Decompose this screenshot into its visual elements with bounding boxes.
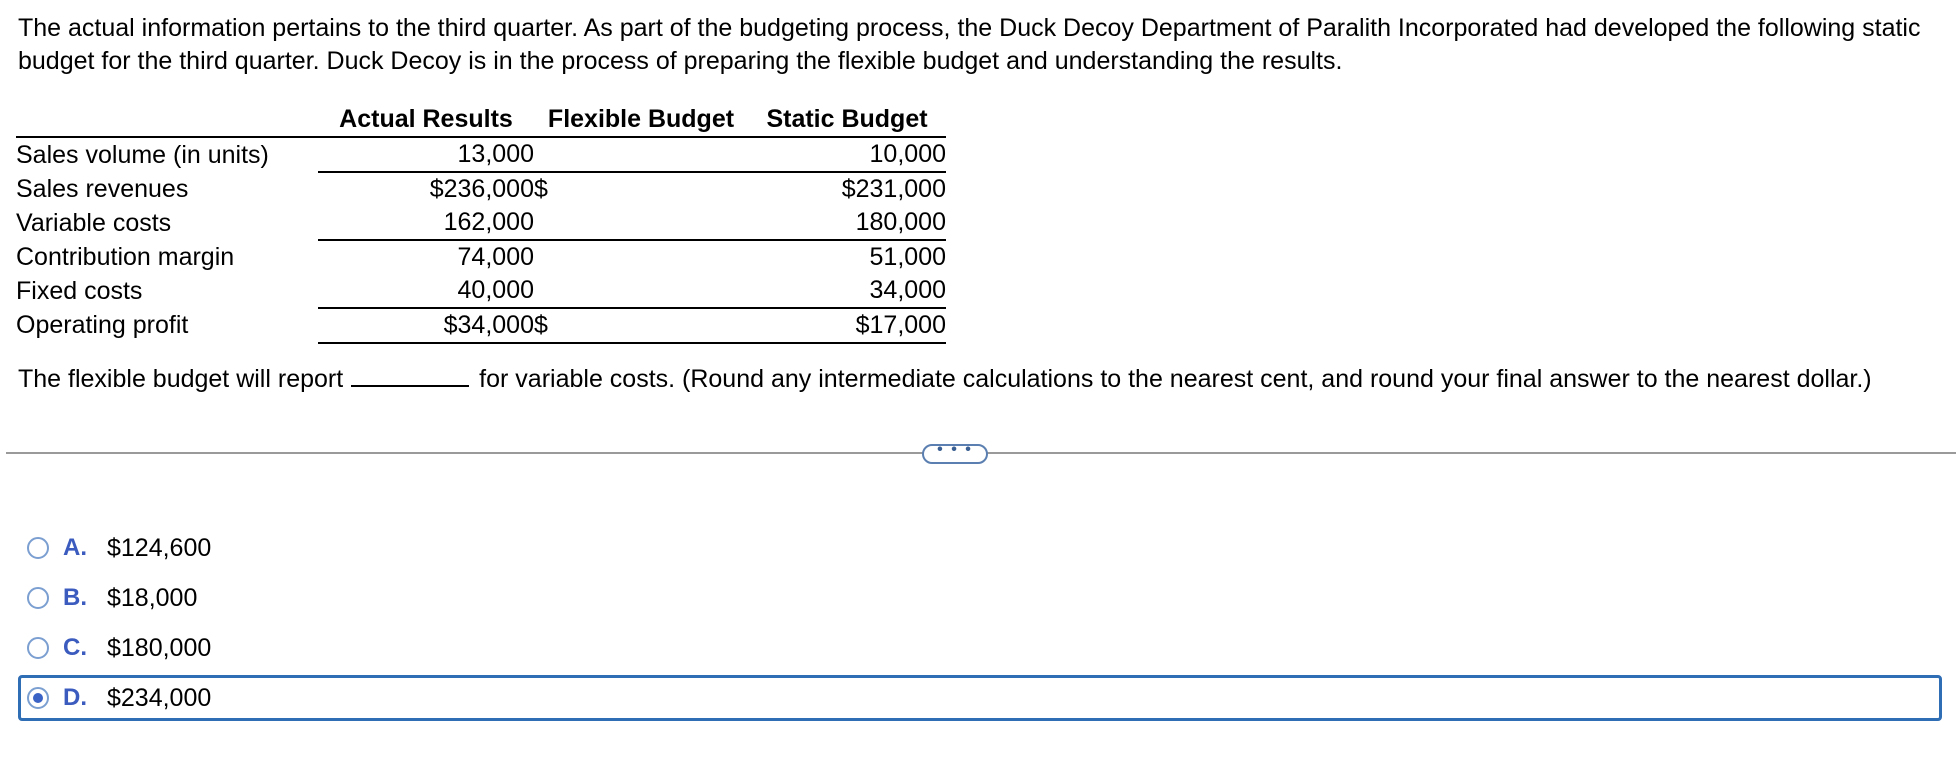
option-value: $234,000	[107, 683, 212, 712]
budget-table-header	[16, 103, 946, 137]
radio-button-selected[interactable]	[27, 687, 49, 709]
option-value: $18,000	[107, 583, 198, 612]
question-after-blank: for variable costs. (Round any intermediate calculations to the nearest cent, and round your final answer to the nearest dollar.)	[479, 365, 1872, 393]
option-c[interactable]	[18, 625, 1942, 671]
header-actual-results: Actual Results	[318, 103, 534, 137]
radio-button[interactable]	[27, 587, 49, 609]
table-row	[16, 172, 946, 206]
table-row	[16, 206, 946, 240]
question-before-blank: The flexible budget will report	[18, 365, 344, 393]
table-row	[16, 240, 946, 274]
cell-static: $231,000	[841, 175, 946, 203]
option-d[interactable]	[18, 675, 1942, 721]
cell-static: 51,000	[869, 243, 946, 271]
header-static-budget: Static Budget	[748, 103, 946, 137]
cell-flexible: $	[534, 308, 748, 343]
option-letter: A.	[63, 534, 87, 561]
row-label: Sales revenues	[16, 174, 189, 203]
table-row	[16, 137, 946, 172]
table-row	[16, 308, 946, 343]
cell-flexible: $	[534, 175, 548, 203]
option-a[interactable]	[18, 525, 1942, 571]
cell-static: 180,000	[748, 206, 946, 240]
row-label: Operating profit	[16, 311, 189, 339]
cell-actual: 162,000	[318, 206, 534, 240]
option-value: $180,000	[107, 633, 212, 662]
option-b[interactable]	[18, 575, 1942, 621]
cell-static: 10,000	[748, 137, 946, 172]
option-letter: C.	[63, 634, 87, 661]
row-label: Fixed costs	[16, 276, 143, 305]
header-label-spacer	[16, 103, 318, 137]
problem-intro-text: The actual information pertains to the third quarter. As part of the budgeting process, the Duck Decoy Department of Paralith Incorporated had developed the following static budget for the third quarter. Duck Decoy is in the process of preparing the flexible budget and understanding the results.	[18, 14, 1921, 75]
row-label: Variable costs	[16, 208, 172, 237]
cell-actual: $34,000	[318, 308, 534, 343]
cell-actual: $236,000	[429, 175, 534, 203]
cell-static: 34,000	[748, 274, 946, 308]
cell-actual: 74,000	[457, 243, 534, 271]
more-options-button[interactable]: • • •	[922, 444, 988, 464]
cell-flexible	[534, 206, 748, 240]
cell-actual: 40,000	[318, 274, 534, 308]
answer-blank	[351, 363, 469, 387]
option-letter: B.	[63, 584, 87, 611]
table-row	[16, 274, 946, 308]
answer-options	[18, 525, 1942, 725]
cell-static: $17,000	[748, 308, 946, 343]
row-label: Contribution margin	[16, 242, 235, 271]
option-letter: D.	[63, 684, 87, 711]
header-flexible-budget: Flexible Budget	[534, 103, 748, 137]
budget-table	[16, 103, 946, 344]
option-value: $124,600	[107, 533, 212, 562]
cell-flexible	[534, 240, 748, 274]
row-label: Sales volume (in units)	[16, 140, 269, 169]
radio-button[interactable]	[27, 537, 49, 559]
cell-flexible	[534, 137, 748, 172]
cell-actual: 13,000	[318, 137, 534, 172]
cell-flexible	[534, 274, 748, 308]
radio-button[interactable]	[27, 637, 49, 659]
question-text	[18, 363, 1872, 396]
